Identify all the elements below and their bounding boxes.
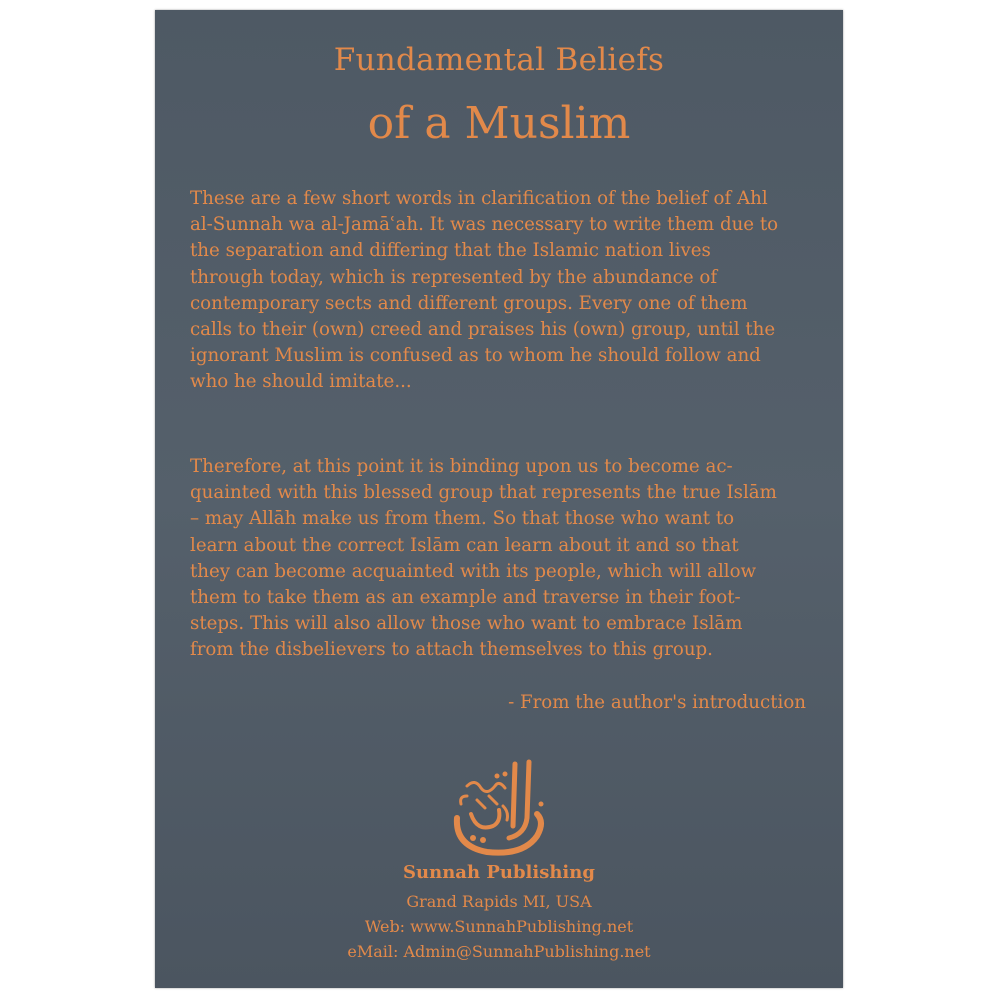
- text-line: through today, which is represented by the abundance of: [190, 266, 718, 288]
- title-line-2: of a Muslim: [367, 98, 631, 149]
- text-line: steps. This will also allow those who want to embrace Islām: [190, 613, 743, 635]
- text-line: them to take them as an example and traverse in their foot-: [190, 587, 741, 609]
- title-line-1: Fundamental Beliefs: [333, 42, 665, 78]
- text-line: contemporary sects and different groups. Every one of them: [190, 292, 748, 314]
- publisher-email: eMail: Admin@SunnahPublishing.net: [347, 942, 651, 961]
- publisher-website: Web: www.SunnahPublishing.net: [364, 917, 634, 936]
- text-line: learn about the correct Islām can learn about it and so that: [190, 534, 739, 556]
- text-line: – may Allāh make us from them. So that those who want to: [190, 508, 735, 530]
- book-back-cover: [155, 10, 843, 988]
- publisher-name: Sunnah Publishing: [403, 862, 595, 883]
- text-line: from the disbelievers to attach themselves to this group.: [190, 639, 713, 661]
- attribution-text: - From the author's introduction: [508, 692, 806, 713]
- text-line: ignorant Muslim is confused as to whom he should follow and: [190, 345, 761, 367]
- text-line: they can become acquainted with its people, which will allow: [190, 560, 757, 582]
- text-line: quainted with this blessed group that represents the true Islām: [190, 482, 777, 504]
- intro-paragraph-2: [190, 454, 812, 664]
- text-line: who he should imitate...: [190, 371, 412, 393]
- intro-paragraph-1: [190, 186, 812, 396]
- sunnah-calligraphy-logo-icon: [437, 756, 557, 866]
- text-line: al-Sunnah wa al-Jamāʿah. It was necessary to write them due to: [190, 214, 779, 236]
- publisher-location: Grand Rapids MI, USA: [406, 892, 592, 911]
- text-line: These are a few short words in clarification of the belief of Ahl: [190, 188, 768, 209]
- text-line: calls to their (own) creed and praises his (own) group, until the: [190, 319, 776, 341]
- text-line: Therefore, at this point it is binding upon us to become ac-: [190, 456, 733, 477]
- text-line: the separation and differing that the Islamic nation lives: [190, 240, 711, 262]
